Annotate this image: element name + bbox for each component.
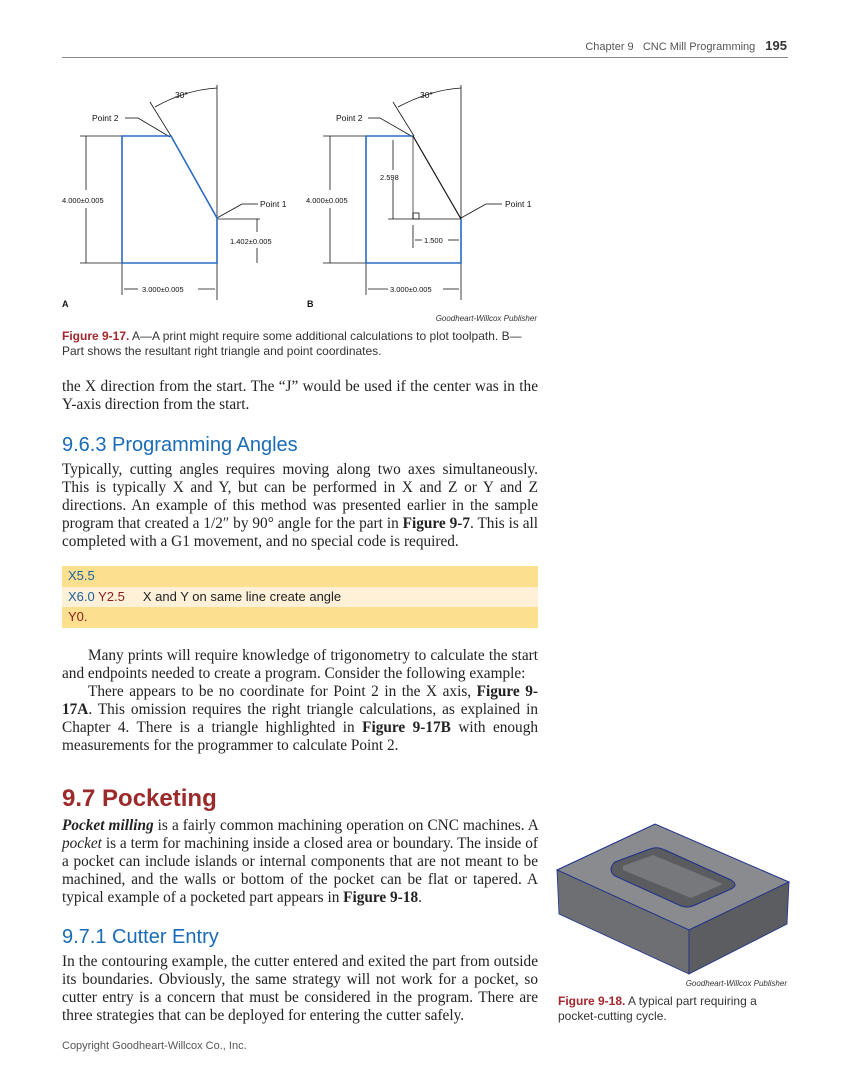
point2-label: Point 2 (92, 113, 119, 123)
paragraph-text: In the contouring example, the cutter entered and exited the part from outside its boundaries. Obviously, the same strategy will not work for a pocket, so cutter entry is a concern that must be considered in the program. There are three strategies that can be deployed for entering the cutter safely. (62, 953, 538, 1024)
text: . This omission requires the right triangle calculations, as explained in Chapter 4. There is a triangle highlighted in (62, 700, 538, 736)
vertical-leg-dimension: 2.598 (380, 173, 399, 182)
x-word: X6.0 (68, 588, 95, 604)
paragraph (62, 647, 538, 754)
height-dimension: 4.000±0.005 (62, 196, 104, 205)
angle-label: 30° (175, 90, 188, 100)
running-header (585, 38, 787, 53)
chapter-title: CNC Mill Programming (642, 41, 756, 53)
side-dimension: 1.402±0.005 (230, 237, 272, 246)
text: is a fairly common machining operation on CNC machines. A (153, 817, 538, 834)
horizontal-leg-dimension: 1.500 (424, 236, 443, 245)
paragraph-text: Many prints will require knowledge of trigonometry to calculate the start and endpoints needed to create a program. Consider the following example: (62, 647, 538, 682)
caption-text: A—A print might require some additional calculations to plot toolpath. B—Part shows the resultant right triangle and point coordinates. (62, 329, 522, 358)
header-rule (62, 57, 788, 58)
paragraph (62, 817, 538, 907)
section-heading: 9.6.3 Programming Angles (62, 434, 298, 456)
text: is a term for machining inside a closed area or boundary. The inside of a pocket can include islands or internal components that are not meant to be machined, and the walls or bottom of the pocket can be flat or tapered. A typical example of a pocketed part appears in (62, 834, 538, 906)
panel-a-label: A (62, 299, 69, 309)
code-row (62, 587, 538, 608)
pocketed-part-image (555, 822, 791, 977)
figure-caption (558, 994, 788, 1024)
text: . This is all completed with a G1 movement, and no special code is required. (62, 514, 538, 550)
figure-reference: Figure 9-17B (362, 718, 451, 736)
figure-label: Figure 9-18. (558, 994, 626, 1008)
figure-reference: Figure 9-7 (402, 514, 470, 532)
width-dimension: 3.000±0.005 (390, 285, 432, 294)
figure-credit: Goodheart-Willcox Publisher (685, 979, 787, 988)
paragraph (62, 378, 538, 414)
width-dimension: 3.000±0.005 (142, 285, 184, 294)
page-number: 195 (765, 38, 787, 53)
text: There appears to be no coordinate for Point 2 in the X axis, (88, 682, 477, 700)
term: Pocket milling (62, 817, 154, 834)
figure-9-17-drawing (60, 80, 540, 312)
point1-label: Point 1 (260, 199, 287, 209)
figure-caption (62, 329, 532, 359)
code-row (62, 607, 538, 628)
text: Typically, cutting angles requires moving along two axes simultaneously. This is typically X and Y, but can be performed in X and Z or Y and Z directions. An example of this method was presented earlier in the sample program that created a 1/2″ by 90° angle for the part in (62, 461, 538, 532)
height-dimension: 4.000±0.005 (306, 196, 348, 205)
angle-label: 30° (420, 90, 433, 100)
section-heading: 9.7 Pocketing (62, 785, 217, 812)
code-table (62, 566, 538, 628)
paragraph (62, 953, 538, 1025)
code-row (62, 566, 538, 587)
figure-label: Figure 9-17. (62, 329, 130, 343)
chapter-label: Chapter 9 (585, 41, 634, 53)
paragraph (62, 461, 538, 551)
figure-credit: Goodheart-Willcox Publisher (435, 314, 537, 323)
code-comment: X and Y on same line create angle (142, 588, 342, 604)
point1-label: Point 1 (505, 199, 532, 209)
text: with enough measurements for the programmer to calculate Point 2. (62, 718, 538, 754)
y-word: Y2.5 (98, 588, 125, 604)
copyright-footer: Copyright Goodheart-Willcox Co., Inc. (62, 1040, 247, 1052)
figure-reference: Figure 9-17A (62, 682, 539, 718)
paragraph-text: the X direction from the start. The “J” would be used if the center was in the Y-axis direction from the start. (62, 378, 538, 413)
panel-b-label: B (307, 299, 314, 309)
y-word: Y0. (68, 609, 88, 625)
point2-label: Point 2 (336, 113, 363, 123)
text: . (418, 888, 422, 906)
term: pocket (62, 834, 102, 852)
x-word: X5.5 (68, 568, 95, 583)
section-heading: 9.7.1 Cutter Entry (62, 926, 219, 948)
figure-reference: Figure 9-18 (343, 888, 419, 906)
caption-text: A typical part requiring a pocket-cutting cycle. (558, 994, 757, 1023)
